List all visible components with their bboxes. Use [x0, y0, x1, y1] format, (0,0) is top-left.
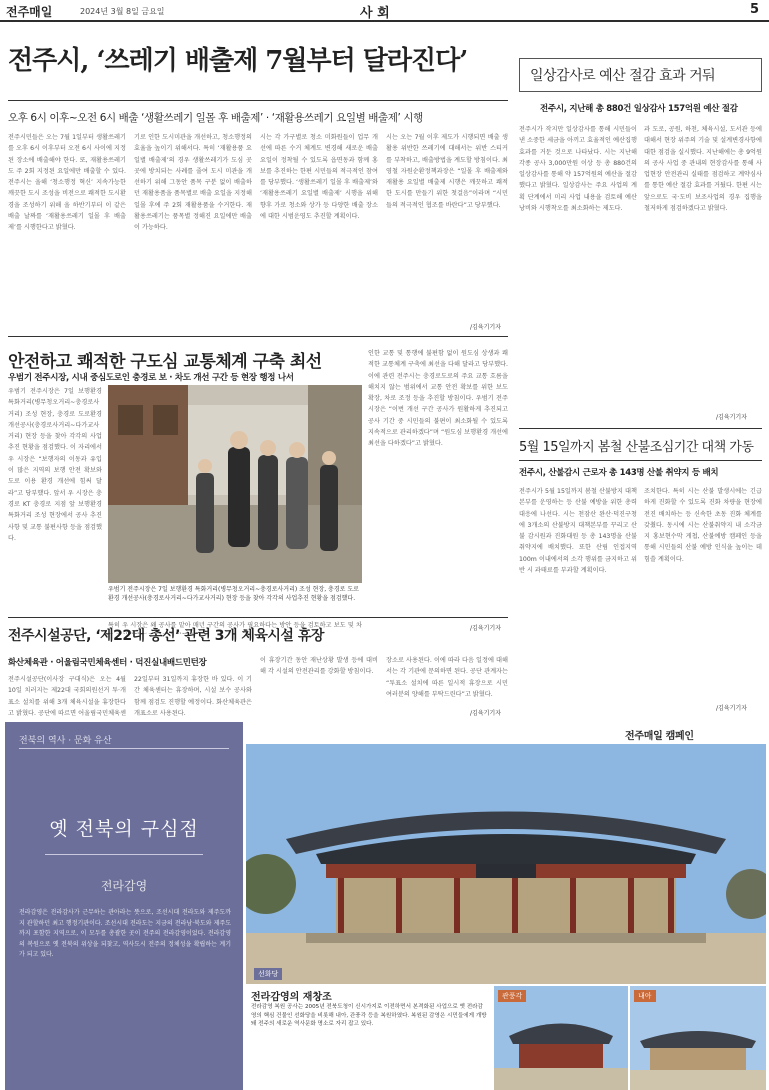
article1-column-2: 기로 인한 도시미관을 개선하고, 청소행정의 효율을 높이기 위해서다. 특히 ‘재활용품 요일별 배출제’의 경우 생활쓰레기가 도심 곳곳에 방치되는 사례를 줄여 도시 미관을 개선하기 위해 그동안 품목 구분 없이 배출하던 재활용품을 품목별로 배출 요일을 지정해 일몰 후에 주 2회 재활용품을 수거한다. 재활용쓰레기는 품목별 정해진 요일에만 배출이 가능하다.: [134, 134, 252, 232]
article3-headline: 안전하고 쾌적한 구도심 교통체계 구축 최선: [8, 352, 322, 372]
photo-label: 선화당: [254, 968, 282, 980]
page-number: 5: [750, 2, 760, 17]
article2-column-1: 전주시가 작지만 일상감사를 통해 시민들이 낸 소중한 세금을 아끼고 효율적인 예산집행 효과를 거둔 것으로 나타났다. 시는 지난해 각종 공사 3,000만원 이상 등 총 880건의 일상감사를 통해 약 157억원의 예산을 절감했다고 밝혔다. 일상감사는 주요 사업의 계획 단계에서 미리 사업 내용을 검토해 예산 낭비와 시행착오를 최소화하는 제도다.: [519, 126, 637, 213]
divider: [8, 100, 508, 101]
article1-subhead: 오후 6시 이후~오전 6시 배출 ‘생활쓰레기 일몰 후 배출제’ · ‘재활용쓰레기 요일별 배출제’ 시행: [8, 112, 423, 124]
divider: [45, 854, 203, 855]
article1-byline: /김육기기자: [470, 324, 502, 331]
thumbnail-label: 관풍각: [498, 990, 526, 1002]
article2-headline: 일상감사로 예산 절감 효과 거둬: [530, 68, 716, 84]
panel-title: 옛 전북의 구심점: [49, 818, 199, 840]
campaign-infobox: [246, 984, 490, 1090]
article3-column-right: 인한 교통 및 통행에 불편함 없이 원도심 상생과 쾌적한 교통체계 구축에 최선을 다해 달라고 당부했다. 이에 관련 전주시는 충경로도로의 주요 교통 흐름을 해치지 않는 범위에서 교통 안전 확보를 위한 보도 확장, 차로 조정 등을 추진할 방침이다. 우범기 전주시장은 “이번 개선 구간 공사가 원활하게 추진되고 공사 기간 중 시민들의 불편이 최소화될 수 있도록 지속적으로 관리하겠다”며 “원도심 보행환경 개선에 최선을 다하겠다”고 밝혔다.: [368, 350, 508, 448]
article2-column-2: 과 도로, 공원, 하천, 체육시설, 도서관 등에 대해서 현장 위주의 기술 및 설계변경사항에 대한 점검을 실시했다. 지난해에는 총 9억원의 공사 사업 중 관내의 현장감사를 통해 사업현장 안전관리 실태를 점검하고 계약심사를 통한 예산 절감 효과를 거뒀다. 한편 시는 앞으로도 국·도비 보조사업의 경우 집행을 철저하게 점검하겠다고 밝혔다.: [644, 126, 762, 213]
thumbnail-naea: [630, 986, 766, 1090]
article2-headline-box: [519, 58, 762, 92]
article2-byline: /김육기기자: [716, 414, 748, 421]
section-name: 사 회: [360, 6, 390, 21]
article4-subhead: 전주시, 산불감시 근로자 총 143명 산불 취약지 등 배치: [519, 468, 719, 478]
thumbnail-label: 내아: [634, 990, 656, 1002]
article2-subhead: 전주시, 지난해 총 880건 일상감사 157억원 예산 절감: [540, 104, 738, 114]
article4-column-2: 조치한다. 특히 시는 산불 발생시에는 긴급하게 진화할 수 있도록 진화 차량을 현장에 전진 배치하는 등 신속한 초동 진화 체계를 갖췄다. 동시에 시는 산불취약지 내 소각금지 홍보현수막 게첩, 산불예방 캠페인 등을 통해 시민들의 산불 예방 인식을 높이는 데 힘쓸 계획이다.: [644, 488, 762, 563]
panel-body: 전라감영은 전라감사가 근무하는 관아라는 뜻으로, 조선시대 전라도와 제주도까지 관할하던 최고 행정기관이다. 조선시대 전라도는 지금의 전라남·북도와 제주도까지 포함한 지역으로, 이 모두를 총괄한 곳이 전주의 전라감영이었다. 전라감영의 복원으로 옛 전북의 위상을 되찾고, 역사도시 전주의 정체성을 확립하는 계기가 되고 있다.: [19, 909, 231, 959]
infobox-body: 전라감영 복원 공사는 2005년 전북도청이 신시가지로 이전하면서 본격화된 사업으로 옛 전라감영의 핵심 건물인 선화당을 비롯해 내아, 관풍각 등을 복원하였다. 복원된 감영은 시민들에게 개방돼 전주의 새로운 역사문화 명소로 자리 잡고 있다.: [251, 1004, 487, 1028]
hanok-photo: [246, 744, 766, 984]
article1-column-3: 시는 각 가구별로 청소 미화원들이 업무 개선에 따른 수거 체계도 변경해 새로운 배출 요일이 정착될 수 있도록 읍면동과 함께 홍보를 추진하는 한편 시민들의 적극적인 참여를 당부했다. ‘생활쓰레기 일몰 후 배출제’와 ‘재활용쓰레기 요일별 배출제’ 시행을 위해 향후 가로 청소와 상가 등 다양한 배출 장소에 대한 시범운영도 추진할 계획이다.: [260, 134, 378, 221]
article3-column-mid: 특히 우 시장은 왜 공사를 맡아 매년 구간의 공사가 필요하다는 방안 등을 검토하고 보도 및 차: [108, 622, 362, 629]
site-visit-photo: [108, 385, 362, 583]
panel-kicker: 전북의 역사 · 문화 유산: [19, 736, 112, 746]
infobox-title: 전라감영의 재창조: [251, 992, 332, 1003]
divider: [8, 617, 508, 618]
article5-column-1: 전주시설공단(이사장 구대식)은 오는 4월 10일 치러지는 제22대 국회의원선거 투·개표소 설치를 위해 3개 체육시설을 휴장한다고 밝혔다. 공단에 따르면 어울림국민체육센: [8, 676, 126, 717]
panel-author: 전라감영: [100, 879, 148, 893]
divider: [19, 748, 229, 749]
article4-byline: /김육기기자: [716, 705, 748, 712]
article4-headline: 5월 15일까지 봄철 산불조심기간 대책 가동: [519, 440, 754, 455]
article5-column-3: 이 휴장기간 동안 재난상황 발생 등에 대비해 각 시설의 안전관리를 강화할 방침이다.: [260, 657, 378, 676]
thumbnail-gwanpunggak: [494, 986, 628, 1090]
article5-byline: /김육기기자: [470, 710, 502, 717]
article5-subhead: 화산체육관 · 어울림국민체육센터 · 덕진실내배드민턴장: [8, 658, 207, 668]
article3-subhead: 우범기 전주시장, 시내 중심도로인 충경로 보 · 차도 개선 구간 등 현장 행정 나서: [8, 373, 294, 383]
divider: [519, 460, 762, 461]
article5-column-2: 22일부터 31일까지 휴장한 바 있다. 이 기간 체육센터는 휴장하며, 시설 보수 공사와 함께 점검도 진행할 예정이다. 화산체육관은 개표소로 사용된다.: [134, 676, 252, 717]
article4-column-1: 전주시가 5월 15일까지 봄철 산불방지 대책본부를 운영하는 등 산불 예방을 위한 총력대응에 나선다. 시는 천잠산 완산·덕진구청에 3개소의 산불방지 대책본부를 꾸리고 산불 감시원과 진화대원 등 총 143명을 산불 취약지에 배치했다. 또한 산림 인접지역 100m 이내에서의 소각 행위를 금지하고 위반 시 과태료를 부과할 계획이다.: [519, 488, 637, 575]
article1-column-4: 시는 오는 7월 이후 제도가 시행되면 배출 생활용 위반한 쓰레기에 대해서는 위반 스티커를 부착하고, 배출방법을 계도할 방침이다. 최영철 자원순환정책과장은 “일몰 후 배출제와 재활용 요일별 배출제 시행은 깨끗하고 쾌적한 도시를 만들기 위한 첫걸음”이라며 “시민들의 적극적인 협조를 바란다”고 당부했다.: [386, 134, 508, 209]
article5-column-4: 장소로 사용된다. 이에 따라 다음 일정에 대해서는 각 기관에 문의하면 된다. 공단 관계자는 “투표소 설치에 따른 일시적 휴장으로 시민 여러분의 양해를 부탁드린다”고 밝혔다.: [386, 657, 508, 698]
photo-caption: 우범기 전주시장은 7일 보행환경 특화거리(병무청오거리~충경로사거리) 조성 현장, 충경로 도로환경 개선공사(충경로사거리~다가교사거리) 현장 등을 찾아 각각의 사업추진 현황을 점검했다.: [108, 586, 359, 602]
hanok-illustration: [246, 744, 766, 984]
divider: [8, 336, 508, 337]
site-visit-illustration: [108, 385, 362, 583]
issue-date: 2024년 3월 8일 금요일: [80, 7, 165, 16]
heritage-panel: [5, 722, 243, 1090]
masthead: [0, 0, 769, 22]
article3-column-left: 우범기 전주시장은 7일 보행환경 특화거리(병무청오거리~충경로사거리) 조성 현장, 충경로 도로환경 개선공사(충경로사거리~다가교사거리) 현장 등을 찾아 각각의 사업추진 현황을 점검했다. 이 자리에서 우 시장은 “보행자의 이동과 유입이 많은 지역의 보행 안전 확보와 도로 이용 환경 개선에 힘써 달라”고 당부했다. 앞서 우 시장은 충경로 KT 충경로 지점 앞 보행환경 특화거리 조성 현장에서 공사 추진사항 및 교통 불편사항 등을 점검했다.: [8, 388, 102, 542]
article1-column-1: 전주시민들은 오는 7월 1일부터 생활쓰레기를 오후 6시 이후부터 오전 6시 사이에 지정된 장소에 배출해야 한다. 또, 재활용쓰레기도 주 2회 지정된 요일에만 배출할 수 있다. 전주시는 올해 ‘청소행정 혁신’ 지속가능한 깨끗한 도시 조성을 비전으로 쾌적한 도시환경을 조성하기 위해 올 하반기부터 이 같은 배출 날짜를 ‘재활용쓰레기 일몰 후 배출제’를 시행한다고 밝혔다.: [8, 134, 126, 232]
article5-headline: 전주시설공단, ‘제22대 총선’ 관련 3개 체육시설 휴장: [8, 628, 324, 644]
paper-name: 전주매일: [6, 5, 53, 19]
divider: [519, 428, 762, 429]
campaign-title: 전주매일 캠페인: [625, 731, 694, 742]
article3-byline: /김육기기자: [470, 625, 502, 632]
article1-headline: 전주시, ‘쓰레기 배출제 7월부터 달라진다’: [8, 46, 468, 76]
